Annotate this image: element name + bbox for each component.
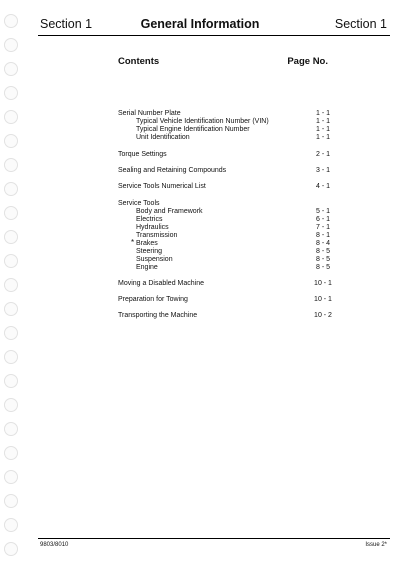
toc-label: Unit Identification [136,134,190,141]
toc-page: 8 - 5 [315,248,330,255]
toc-label: Transmission [136,232,178,239]
toc-entry[interactable] [118,240,338,248]
toc-page: 8 - 5 [315,264,330,271]
toc-entry[interactable] [118,167,338,175]
toc-entry[interactable] [118,183,338,191]
toc-page: 8 - 1 [315,232,330,239]
toc-label: Steering [136,248,163,255]
toc-page: 10 - 2 [314,312,332,319]
binder-hole [4,374,18,388]
toc-page: 1 - 1 [315,118,330,125]
toc-entry[interactable] [118,256,338,264]
toc-page: 1 - 1 [315,110,330,117]
binder-hole [4,278,18,292]
toc-page: 8 - 5 [315,256,330,263]
toc-label: Moving a Disabled Machine [118,280,204,287]
toc-label: Typical Vehicle Identification Number (VIN) [136,118,269,125]
toc-entry[interactable] [118,216,338,224]
page-title: General Information [140,17,260,31]
toc-label: Sealing and Retaining Compounds [118,167,227,174]
header-rule [38,35,390,36]
page-no-heading: Page No. [287,56,328,67]
toc-label: Service Tools [118,200,160,207]
binder-hole [4,110,18,124]
toc-entry[interactable] [118,118,338,126]
toc-page: 7 - 1 [315,224,330,231]
toc-label: Service Tools Numerical List [118,183,206,190]
toc-label: Serial Number Plate [118,110,181,117]
toc-page: 6 - 1 [315,216,330,223]
binder-hole [4,230,18,244]
toc-label: Typical Engine Identification Number [136,126,250,133]
footer-rule [38,538,390,539]
binder-hole [4,134,18,148]
binder-hole [4,326,18,340]
toc-label: Preparation for Towing [118,296,188,303]
toc-page: 1 - 1 [315,126,330,133]
toc-page: 10 - 1 [314,296,332,303]
binder-hole [4,38,18,52]
toc-entry[interactable] [118,232,338,240]
toc-page: 1 - 1 [315,134,330,141]
toc-label: Engine [136,264,158,271]
toc-entry[interactable] [118,248,338,256]
binder-hole [4,446,18,460]
issue-label: Issue 2* [365,542,387,548]
toc-entry[interactable] [118,208,338,216]
toc-entry[interactable] [118,151,338,159]
section-label-left: Section 1 [40,17,93,31]
contents-heading: Contents [118,56,160,67]
binder-hole [4,350,18,364]
binder-hole [4,62,18,76]
toc-page: 5 - 1 [315,208,330,215]
toc-label: Brakes [136,240,158,247]
binder-hole [4,158,18,172]
toc-page: 8 - 4 [315,240,330,247]
toc-entry[interactable] [118,224,338,232]
toc-entry[interactable] [118,200,338,208]
toc-entry[interactable] [118,312,338,320]
binder-hole [4,422,18,436]
binder-hole [4,518,18,532]
toc-entry[interactable] [118,296,338,304]
binder-hole [4,470,18,484]
toc-label: Transporting the Machine [118,312,198,319]
binder-hole [4,182,18,196]
toc-page: 2 - 1 [315,151,330,158]
binder-hole [4,494,18,508]
toc-label: Body and Framework [136,208,203,215]
toc-entry[interactable] [118,134,338,142]
toc-label: Electrics [136,216,163,223]
toc-label: Torque Settings [118,151,167,158]
binder-hole [4,254,18,268]
toc-label: Suspension [136,256,173,263]
binder-hole [4,398,18,412]
binder-hole [4,206,18,220]
toc-entry[interactable] [118,110,338,118]
toc-entry[interactable] [118,280,338,288]
toc-entry[interactable] [118,264,338,272]
toc-page: 3 - 1 [315,167,330,174]
binder-hole [4,302,18,316]
document-number: 9803/8010 [40,542,69,548]
toc-page: 10 - 1 [314,280,332,287]
binder-hole [4,86,18,100]
toc-label: Hydraulics [136,224,169,231]
toc-page: 4 - 1 [315,183,330,190]
change-mark: * [131,238,135,247]
binder-hole [4,542,18,556]
toc-entry[interactable] [118,126,338,134]
section-label-right: Section 1 [334,17,387,31]
